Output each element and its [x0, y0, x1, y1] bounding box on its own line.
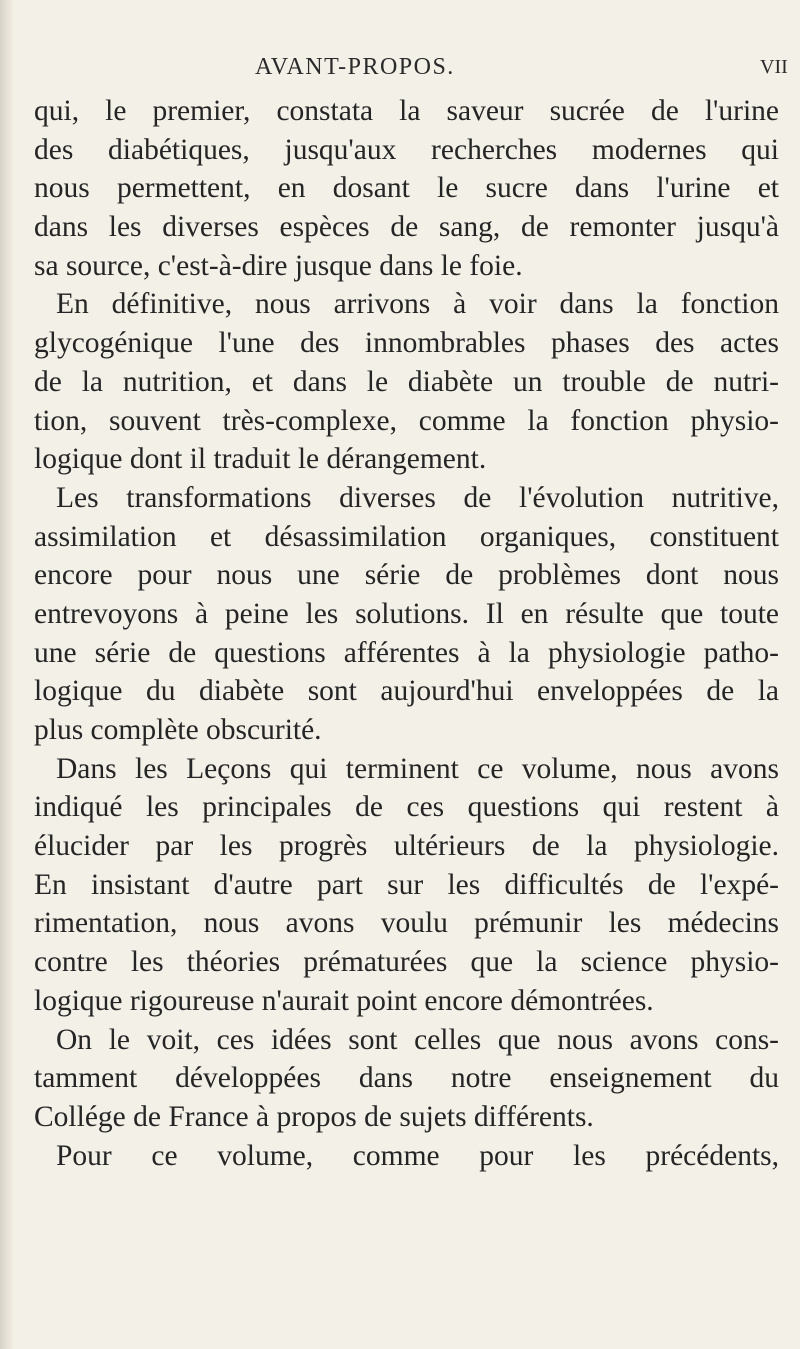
text-line: Les transformations diverses de l'évolution nutritive,	[56, 481, 779, 514]
page-number: VII	[760, 56, 788, 78]
gutter-shadow	[0, 0, 14, 1349]
running-head	[0, 54, 800, 84]
text-line: élucider par les progrès ultérieurs de la physiologie.	[34, 830, 779, 863]
text-line: sa source, c'est-à-dire jusque dans le foie.	[34, 249, 523, 282]
text-line: des diabétiques, jusqu'aux recherches modernes qui	[34, 133, 779, 166]
text-line: logique dont il traduit le dérangement.	[34, 443, 487, 476]
body-text	[34, 92, 779, 1175]
text-line: En définitive, nous arrivons à voir dans la fonction	[56, 288, 779, 321]
text-line: encore pour nous une série de problèmes dont nous	[34, 559, 779, 592]
text-line: entrevoyons à peine les solutions. Il en résulte que toute	[34, 597, 779, 630]
text-line: qui, le premier, constata la saveur sucrée de l'urine	[34, 95, 779, 127]
text-line: logique rigoureuse n'aurait point encore démontrées.	[34, 984, 654, 1017]
text-line: assimilation et désassimilation organiques, constituent	[34, 520, 779, 553]
text-line: Collége de France à propos de sujets différents.	[34, 1100, 594, 1133]
text-line: nous permettent, en dosant le sucre dans l'urine et	[34, 172, 779, 205]
text-line: Dans les Leçons qui terminent ce volume, nous avons	[56, 752, 779, 785]
text-line: tion, souvent très-complexe, comme la fonction physio-	[34, 404, 779, 437]
text-line: logique du diabète sont aujourd'hui enveloppées de la	[34, 675, 779, 708]
text-line: rimentation, nous avons voulu prémunir les médecins	[34, 907, 779, 940]
text-line: tamment développées dans notre enseignement du	[34, 1062, 779, 1095]
text-line: de la nutrition, et dans le diabète un trouble de nutri-	[34, 365, 779, 398]
text-line: plus complète obscurité.	[34, 714, 322, 746]
text-line: glycogénique l'une des innombrables phases des actes	[34, 327, 779, 360]
text-line: une série de questions afférentes à la physiologie patho-	[34, 636, 779, 669]
running-title: AVANT-PROPOS.	[255, 54, 455, 80]
text-line: dans les diverses espèces de sang, de remonter jusqu'à	[34, 211, 779, 244]
text-line: contre les théories prématurées que la science physio-	[34, 946, 779, 979]
text-line: Pour ce volume, comme pour les précédents,	[56, 1139, 779, 1172]
text-line: indiqué les principales de ces questions qui restent à	[34, 791, 779, 824]
text-line: En insistant d'autre part sur les difficultés de l'expé-	[34, 868, 779, 901]
text-line: On le voit, ces idées sont celles que nous avons cons-	[56, 1023, 779, 1056]
